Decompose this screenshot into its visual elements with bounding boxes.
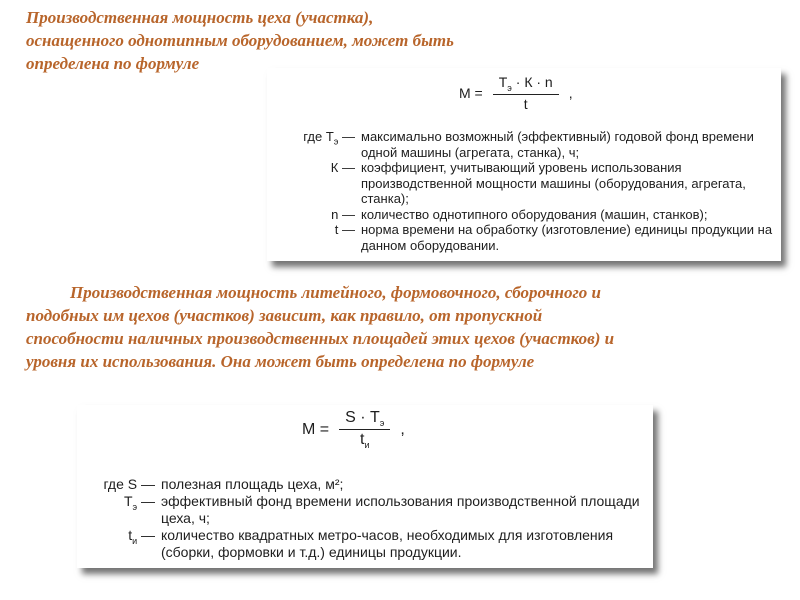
symbol-dash: — <box>137 476 155 492</box>
definition-symbol <box>276 129 361 160</box>
denominator <box>360 430 369 450</box>
paragraph-line: Производственная мощность литейного, формовочного, сборочного и <box>70 283 601 302</box>
symbol-main: где S <box>103 476 138 492</box>
numerator-rest: · К · n <box>511 74 553 90</box>
paragraph-line: подобных им цехов (участков) зависит, как правило, от пропускной <box>26 306 543 325</box>
denominator: t <box>523 95 528 112</box>
numerator-main: Т <box>498 74 508 90</box>
definition-symbol <box>276 222 361 253</box>
symbol-main: К <box>330 160 339 175</box>
definition-symbol <box>276 160 361 207</box>
fraction <box>493 74 559 112</box>
definition-symbol <box>85 476 161 493</box>
definition-symbol <box>85 527 161 561</box>
numerator-sub: э <box>379 418 385 429</box>
symbol-sub: и <box>132 535 138 546</box>
intro-line: оснащенного однотипным оборудованием, может быть <box>26 31 454 50</box>
formula-2 <box>302 409 405 450</box>
definition-row <box>85 527 645 561</box>
symbol-main: где Т <box>303 129 334 144</box>
definition-text: норма времени на обработку (изготовление) единицы продукции на данном оборудовании. <box>361 222 773 253</box>
definition-row <box>276 207 774 223</box>
numerator <box>339 409 390 430</box>
symbol-dash: — <box>338 206 355 222</box>
denominator-sub: и <box>364 440 370 451</box>
symbol-main: n <box>331 206 339 222</box>
definition-row <box>85 493 645 527</box>
numerator-sub: э <box>507 82 512 93</box>
symbol-dash: — <box>137 493 155 509</box>
formula-lhs: М = <box>459 84 483 101</box>
symbol-main: t <box>128 527 133 543</box>
numerator <box>493 74 559 95</box>
definition-text: максимально возможный (эффективный) годовой фонд времени одной машины (агрегата, станка), ч; <box>361 129 754 160</box>
definition-text: эффективный фонд времени использования производственной площади цеха, ч; <box>161 493 640 526</box>
definition-row <box>85 476 645 493</box>
formula-lhs: М = <box>302 420 330 438</box>
symbol-main: t <box>334 222 339 237</box>
definition-symbol <box>85 493 161 527</box>
paragraph-line: уровня их использования. Она может быть определена по формуле <box>26 352 535 371</box>
symbol-dash: — <box>338 222 355 237</box>
numerator-main: S · Т <box>345 409 380 426</box>
symbol-dash: — <box>338 129 355 144</box>
capacity-paragraph <box>26 281 614 373</box>
definition-text: полезная площадь цеха, м²; <box>161 476 344 492</box>
symbol-dash: — <box>137 527 155 543</box>
paragraph-line: способности наличных производственных площадей этих цехов (участков) и <box>26 329 615 348</box>
definition-row <box>276 129 774 160</box>
formula-1 <box>459 74 573 112</box>
symbol-dash: — <box>338 160 355 175</box>
definition-row <box>276 160 774 207</box>
definition-text: коэффициент, учитывающий уровень использования производственной мощности машины (оборудования, агрегата, станка); <box>361 160 746 206</box>
definition-text: количество квадратных метро-часов, необходимых для изготовления (сборки, формовки и т.д.) единицы продукции. <box>161 527 614 560</box>
intro-heading <box>26 6 454 75</box>
fraction <box>339 409 390 450</box>
definition-text: количество однотипного оборудования (машин, станков); <box>361 206 708 222</box>
symbol-sub: э <box>333 136 339 147</box>
denominator-main: t <box>360 431 365 449</box>
definition-row <box>276 222 774 253</box>
formula-tail: , <box>400 420 405 438</box>
formula-scan-2 <box>77 405 653 568</box>
formula-tail: , <box>568 84 573 101</box>
definitions-1 <box>276 129 774 253</box>
symbol-main: Т <box>123 493 133 509</box>
intro-line: определена по формуле <box>26 54 200 73</box>
intro-line: Производственная мощность цеха (участка), <box>26 8 374 27</box>
symbol-sub: э <box>132 501 138 512</box>
definition-symbol <box>276 207 361 223</box>
formula-scan-1 <box>267 68 781 261</box>
definitions-2 <box>85 476 645 561</box>
